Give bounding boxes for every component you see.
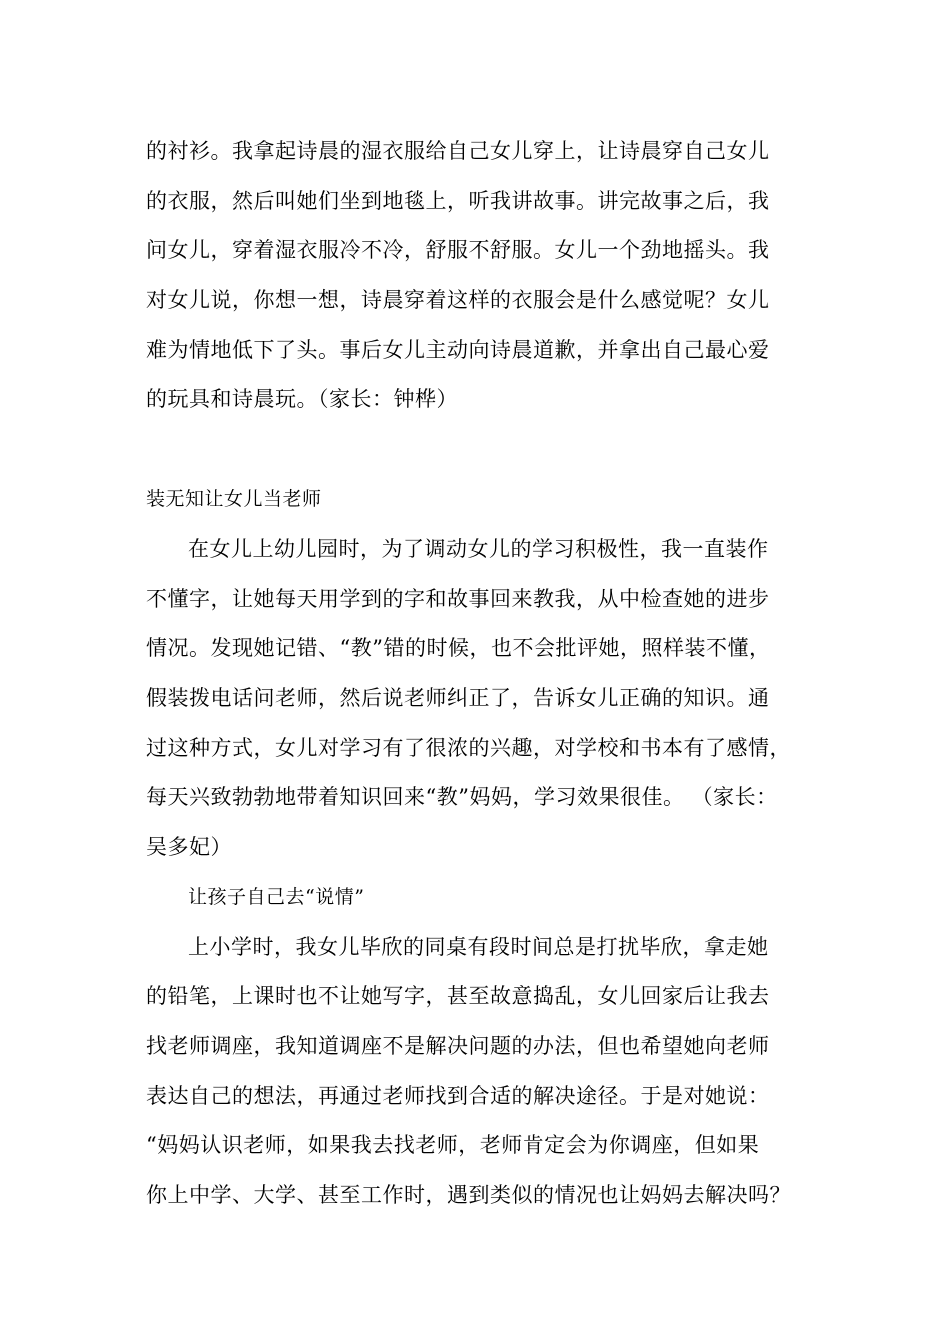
paragraph-line: 的衣服，然后叫她们坐到地毯上，听我讲故事。讲完故事之后，我 <box>146 189 770 213</box>
paragraph-line: 不懂字，让她每天用学到的字和故事回来教我，从中检查她的进步 <box>146 587 770 611</box>
paragraph-line: 每天兴致勃勃地带着知识回来“教”妈妈，学习效果很佳。 （家长： <box>146 785 778 809</box>
paragraph-line: “妈妈认识老师，如果我去找老师，老师肯定会为你调座，但如果 <box>146 1133 760 1157</box>
paragraph-line: 上小学时，我女儿毕欣的同桌有段时间总是打扰毕欣，拿走她 <box>188 935 769 959</box>
paragraph-line: 对女儿说，你想一想，诗晨穿着这样的衣服会是什么感觉呢？女儿 <box>146 288 770 312</box>
paragraph-line: 你上中学、大学、甚至工作时，遇到类似的情况也让妈妈去解决吗？ <box>146 1183 791 1207</box>
paragraph-line: 过这种方式，女儿对学习有了很浓的兴趣，对学校和书本有了感情， <box>146 736 791 760</box>
paragraph-line: 的铅笔，上课时也不让她写字，甚至故意捣乱，女儿回家后让我去 <box>146 984 770 1008</box>
paragraph-line: 的玩具和诗晨玩。（家长：钟桦） <box>146 387 458 411</box>
paragraph-line: 表达自己的想法，再通过老师找到合适的解决途径。于是对她说： <box>146 1084 770 1108</box>
paragraph-line: 的衬衫。我拿起诗晨的湿衣服给自己女儿穿上，让诗晨穿自己女儿 <box>146 139 770 163</box>
paragraph-line: 难为情地低下了头。事后女儿主动向诗晨道歉，并拿出自己最心爱 <box>146 338 770 362</box>
paragraph-line: 吴多妃） <box>146 835 232 859</box>
paragraph-line: 情况。发现她记错、“教”错的时候，也不会批评她，照样装不懂， <box>146 636 771 660</box>
paragraph-line: 找老师调座，我知道调座不是解决问题的办法，但也希望她向老师 <box>146 1034 770 1058</box>
paragraph-line: 假装拨电话问老师，然后说老师纠正了，告诉女儿正确的知识。通 <box>146 686 770 710</box>
paragraph-line: 在女儿上幼儿园时，为了调动女儿的学习积极性，我一直装作 <box>188 537 769 561</box>
section-title: 让孩子自己去“说情” <box>188 886 365 908</box>
section-title: 装无知让女儿当老师 <box>146 488 322 510</box>
paragraph-line: 问女儿，穿着湿衣服冷不冷，舒服不舒服。女儿一个劲地摇头。我 <box>146 238 770 262</box>
